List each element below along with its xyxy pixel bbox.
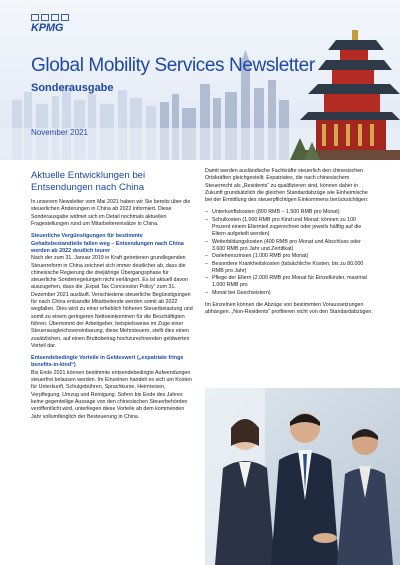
list-item: – Unterkunftskosten (800 RMB – 1.500 RMB pro Monat) xyxy=(205,209,375,216)
kpmg-logo-icon xyxy=(31,14,71,34)
issue-date: November 2021 xyxy=(31,128,88,137)
section1-heading: Steuerliche Vergünstigungen für bestimmte Gehaltsbestandteile fallen weg – Entsendungen nach China werden ab 2022 deutlich teurer xyxy=(31,233,184,254)
left-column xyxy=(31,170,193,421)
list-item: – Pflege der Eltern (2.000 RMB pro Monat für Einzelkinder, maximal 1.000 RMB pro xyxy=(205,275,375,290)
right-outro: Im Einzelnen können die Abzüge von bestimmten Voraussetzungen abhängen. „Non-Residents“ profitieren nicht von den Standardabzügen. xyxy=(205,302,373,316)
list-item: – Schulkosten (1.000 RMB pro Kind und Monat; können zu 100 Prozent einem Elternteil zugerechnet oder jeweils hälftig auf die Eltern aufgeteilt werden) xyxy=(205,217,375,239)
article-headline: Aktuelle Entwicklungen bei Entsendungen nach China xyxy=(31,170,146,193)
right-column xyxy=(205,168,375,317)
right-intro: Damit werden ausländische Fachkräfte steuerlich den chinesischen Ortskräften gleichgestellt. Expatriates, die nach chinesischem Steuerrecht als „Residents“ zu qualifizieren sind, können daher in Zukunft grundsätzlich die gleichen Standardabzüge wie Einheimische bei der Ermittlung des steuerpflichtigen Einkommens berücksichtigen: xyxy=(205,168,369,204)
newsletter-header xyxy=(0,0,400,160)
deductions-list xyxy=(205,209,375,297)
article-intro: In unserem Newsletter vom Mai 2021 haben wir Sie bereits über die steuerlichen Änderungen in China ab 2022 informiert. Diese Sonderausgabe widmet sich im Detail nochmals aktuellen Fragestellungen rund um Mitarbeitereinsätze in China. xyxy=(31,199,191,228)
section2-body: Bis Ende 2021 können bestimmte entsendebedingte Aufwendungen steuerfrei belassen werden. Im Einzelnen handelt es sich um Kosten für Unterkunft, Schulgebühren, Sprachkurse, Heimreisen, Verpflegung, Umzug und Reinigung. Sofern bis Ende des Jahres keine gegenteilige Aussage von den chinesischen Steuerbehörden veröffentlicht wird, unterliegen diese Vorteile ab dem kommenden Jahr vollumfänglich der Besteuerung in China. xyxy=(31,369,192,420)
business-people-photo-icon xyxy=(205,388,400,565)
list-item: – Weiterbildungskosten (400 RMB pro Monat und Abschluss oder 3.600 RMB pro Jahr und Zertifikat) xyxy=(205,239,375,254)
section1-body: Nach der zum 31. Januar 2019 in Kraft getretenen grundlegenden Steuerreform in China zeichnet sich immer deutlicher ab, dass die chinesische Regierung die dreijährige Übergangsphase für steuerliche Sonderregelungen nicht verlängert. Es ist aktuell davon auszugehen, dass die „Expat Tax Concession Policy“ zum 31. Dezember 2021 ausläuft. Verschiedene steuerliche Begünstigungen für nach China entsandte Mitarbeitende werden somit ab 2022 wegfallen. Dies wird zu einer erheblich höheren Steuerbelastung und somit zu einem geringeren Nettoeinkommen für die Beschäftigten führen. Übernimmt der Arbeitgeber, beispielsweise im Zuge einer Steuerausgleichsvereinbarung, diese Mehrsteuern, stellt dies einen zusätzlichen, auf einen Bruttobetrag hochzurechnenden geldwerten Vorteil dar. xyxy=(31,255,193,349)
logo-text: KPMG xyxy=(31,22,64,34)
edition-label: Sonderausgabe xyxy=(31,82,114,94)
section2-heading: Entsendebedingte Vorteile in Geldeswert („expatriate fringe benefits-in-kind“) xyxy=(31,355,184,369)
list-item: – Besondere Krankheitskosten (tatsächliche Kosten, bis zu 80.000 RMB pro Jahr) xyxy=(205,261,375,276)
newsletter-title: Global Mobility Services Newsletter xyxy=(31,55,315,76)
list-item: – Darlehenszinsen (1.000 RMB pro Monat) xyxy=(205,253,375,260)
list-item: – Monat bei Geschwistern) xyxy=(205,290,375,297)
